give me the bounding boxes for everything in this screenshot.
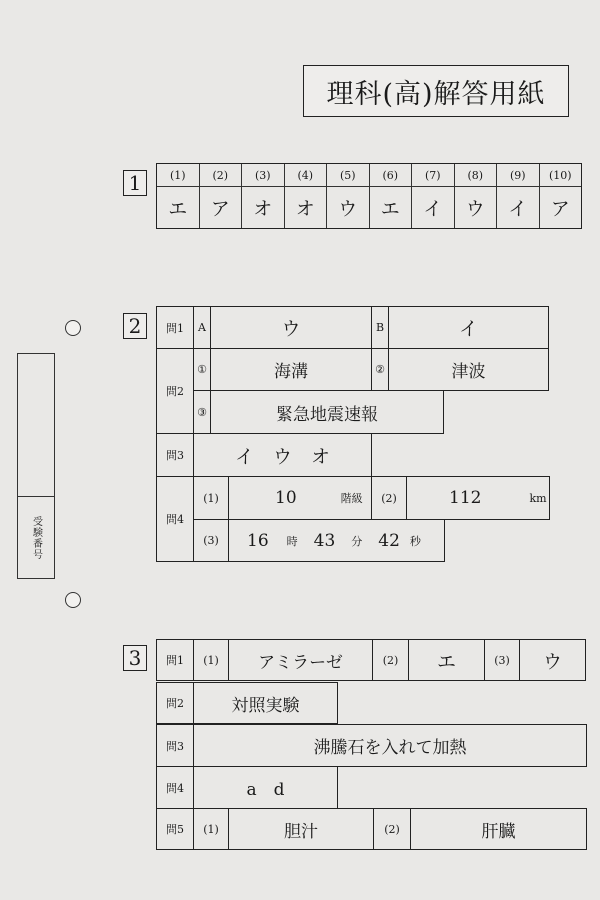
q3-m1-p2-answer[interactable]: エ — [408, 639, 485, 681]
q1-question-number: (2) — [200, 164, 242, 187]
q1-answer[interactable]: オ — [295, 198, 315, 220]
section-2-number: 2 — [123, 313, 147, 339]
q2-m4-sec: 42 — [378, 530, 400, 551]
q1-cell — [200, 164, 243, 228]
exam-number-box[interactable] — [17, 353, 55, 579]
q2-m2-c2-answer[interactable]: 津波 — [388, 348, 549, 391]
q3-m5-label: 問5 — [156, 808, 194, 850]
q2-m2-c1-answer[interactable]: 海溝 — [210, 348, 372, 391]
q3-m5-p2-answer[interactable]: 肝臓 — [410, 808, 587, 850]
q2-m4-p1-label: (1) — [193, 476, 229, 520]
q1-answer[interactable]: イ — [423, 198, 443, 220]
q3-m1-p1-label: (1) — [193, 639, 229, 681]
q2-m1-label: 問1 — [156, 306, 194, 349]
q2-m4-p3-label: (3) — [193, 519, 229, 562]
q1-answer[interactable]: オ — [253, 198, 273, 220]
q2-m4-p1-answer[interactable] — [228, 476, 372, 520]
q2-m2-label: 問2 — [156, 348, 194, 434]
q2-m1-a-answer[interactable]: ウ — [210, 306, 372, 349]
q1-answer[interactable]: ア — [210, 198, 230, 220]
q1-question-number: (3) — [242, 164, 284, 187]
section-3-number: 3 — [123, 645, 147, 671]
q2-m4-hour-unit: 時 — [286, 534, 298, 548]
q2-m4-min: 43 — [313, 530, 336, 551]
q3-m2-label: 問2 — [156, 682, 194, 724]
q3-m1-p3-answer[interactable]: ウ — [519, 639, 586, 681]
q2-m2-c1-label: ① — [193, 348, 211, 391]
q2-m1-b-answer[interactable]: イ — [388, 306, 549, 349]
q2-m3-answer[interactable]: イ ウ オ — [193, 433, 372, 477]
q2-m4-p2-unit: km — [529, 491, 547, 505]
q3-m5-p1-answer[interactable]: 胆汁 — [228, 808, 374, 850]
q2-m4-label: 問4 — [156, 476, 194, 562]
q1-question-number: (8) — [455, 164, 497, 187]
q3-m1-p3-label: (3) — [484, 639, 520, 681]
punch-hole-bottom — [65, 592, 81, 608]
q2-m1-a-label: A — [193, 306, 211, 349]
q1-cell — [370, 164, 413, 228]
q1-cell — [242, 164, 285, 228]
q1-question-number: (1) — [157, 164, 199, 187]
q2-m2-c3-answer[interactable]: 緊急地震速報 — [210, 390, 444, 434]
q2-m4-p1-unit: 階級 — [340, 492, 363, 505]
section-1-number: 1 — [123, 170, 147, 196]
q2-m1-b-label: B — [371, 306, 389, 349]
q1-cell — [327, 164, 370, 228]
q2-m4-min-unit: 分 — [351, 534, 363, 548]
q1-answer[interactable]: イ — [508, 198, 528, 220]
q1-answer[interactable]: ウ — [338, 198, 358, 220]
q1-cell — [412, 164, 455, 228]
q1-cell — [285, 164, 328, 228]
q1-question-number: (4) — [285, 164, 327, 187]
q2-m4-p2-label: (2) — [371, 476, 407, 520]
q1-cell — [540, 164, 582, 228]
q1-answer[interactable]: エ — [168, 198, 188, 220]
q1-question-number: (7) — [412, 164, 454, 187]
q2-m4-hour: 16 — [247, 530, 269, 551]
q1-question-number: (10) — [540, 164, 582, 187]
q3-m2-answer[interactable]: 対照実験 — [193, 682, 338, 724]
q3-m3-answer[interactable]: 沸騰石を入れて加熱 — [193, 724, 587, 767]
q2-m2-c3-label: ③ — [193, 390, 211, 434]
q3-m1-p2-label: (2) — [372, 639, 409, 681]
q1-cell — [497, 164, 540, 228]
q3-m5-p1-label: (1) — [193, 808, 229, 850]
page-title: 理科(高)解答用紙 — [303, 65, 569, 117]
q3-m1-label: 問1 — [156, 639, 194, 681]
q2-m2-c2-label: ② — [371, 348, 389, 391]
q1-answer[interactable]: ウ — [465, 198, 485, 220]
exam-number-label-cell — [18, 496, 54, 579]
section-1-answer-grid — [156, 163, 582, 229]
q3-m4-answer[interactable]: a d — [193, 766, 338, 809]
q3-m1-p1-answer[interactable]: アミラーゼ — [228, 639, 373, 681]
punch-hole-top — [65, 320, 81, 336]
q1-cell — [455, 164, 498, 228]
q3-m4-label: 問4 — [156, 766, 194, 809]
exam-number-label: 受験番号 — [30, 516, 42, 560]
q3-m5-p2-label: (2) — [373, 808, 411, 850]
q2-m4-sec-unit: 秒 — [409, 534, 421, 548]
q2-m4-p2-answer[interactable] — [406, 476, 550, 520]
q3-m3-label: 問3 — [156, 724, 194, 767]
q2-m3-label: 問3 — [156, 433, 194, 477]
q1-question-number: (9) — [497, 164, 539, 187]
q2-m4-p2-value: 112 — [449, 488, 482, 508]
q1-answer[interactable]: エ — [380, 198, 400, 220]
q2-m4-p1-value: 10 — [275, 488, 297, 508]
q1-question-number: (6) — [370, 164, 412, 187]
q1-question-number: (5) — [327, 164, 369, 187]
q2-m4-p3-answer[interactable] — [228, 519, 445, 562]
q1-cell — [157, 164, 200, 228]
q1-answer[interactable]: ア — [550, 198, 570, 220]
